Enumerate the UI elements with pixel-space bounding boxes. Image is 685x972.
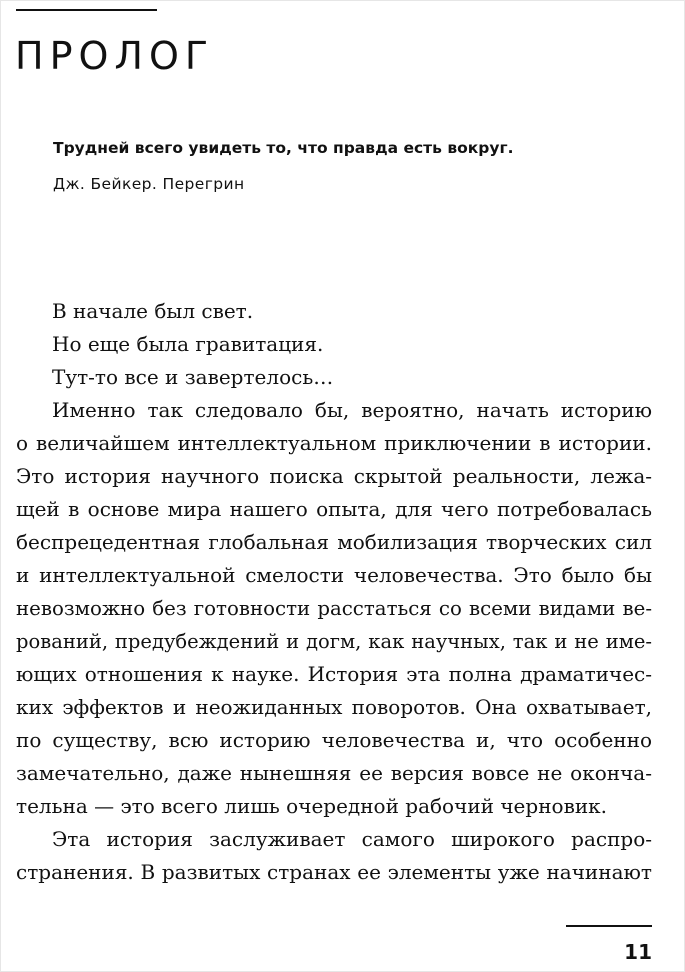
page-number: 11	[624, 940, 652, 964]
body-line: невозможно без готовности расстаться со всеми видами ве-	[16, 597, 652, 620]
body-line: рований, предубеждений и догм, как научных, так и не име-	[16, 630, 652, 653]
body-line: ких эффектов и неожиданных поворотов. Она охватывает,	[16, 695, 652, 719]
chapter-title: ПРОЛОГ	[15, 34, 215, 78]
epigraph	[53, 134, 653, 198]
body-text	[16, 295, 652, 889]
body-line: по существу, всю историю человечества и, что особенно	[16, 728, 652, 752]
body-line: Это история научного поиска скрытой реальности, лежа-	[16, 464, 652, 488]
body-line: Эта история заслуживает самого широкого распро-	[52, 827, 652, 851]
epigraph-quote: Трудней всего увидеть то, что правда есть вокруг.	[53, 139, 514, 157]
body-line: о величайшем интеллектуальном приключении в истории.	[16, 431, 652, 455]
body-line: странения. В развитых странах ее элементы уже начинают	[16, 860, 652, 884]
body-line: ющих отношения к науке. История эта полна драматичес-	[16, 662, 652, 686]
body-line: и интеллектуальной смелости человечества. Это было бы	[16, 563, 652, 587]
body-line: замечательно, даже нынешняя ее версия вовсе не оконча-	[16, 761, 652, 785]
body-line: В начале был свет.	[52, 299, 254, 323]
bottom-rule	[566, 925, 652, 927]
body-line: Тут-то все и завертелось…	[52, 365, 334, 389]
body-line: щей в основе мира нашего опыта, для чего потребовалась	[16, 497, 652, 521]
body-line: беспрецедентная глобальная мобилизация творческих сил	[16, 530, 652, 554]
epigraph-attribution: Дж. Бейкер. Перегрин	[53, 175, 245, 193]
top-rule	[16, 9, 157, 11]
body-line: Но еще была гравитация.	[52, 332, 324, 356]
body-line: тельна — это всего лишь очередной рабочий черновик.	[16, 794, 608, 818]
body-line: Именно так следовало бы, вероятно, начать историю	[52, 398, 652, 422]
